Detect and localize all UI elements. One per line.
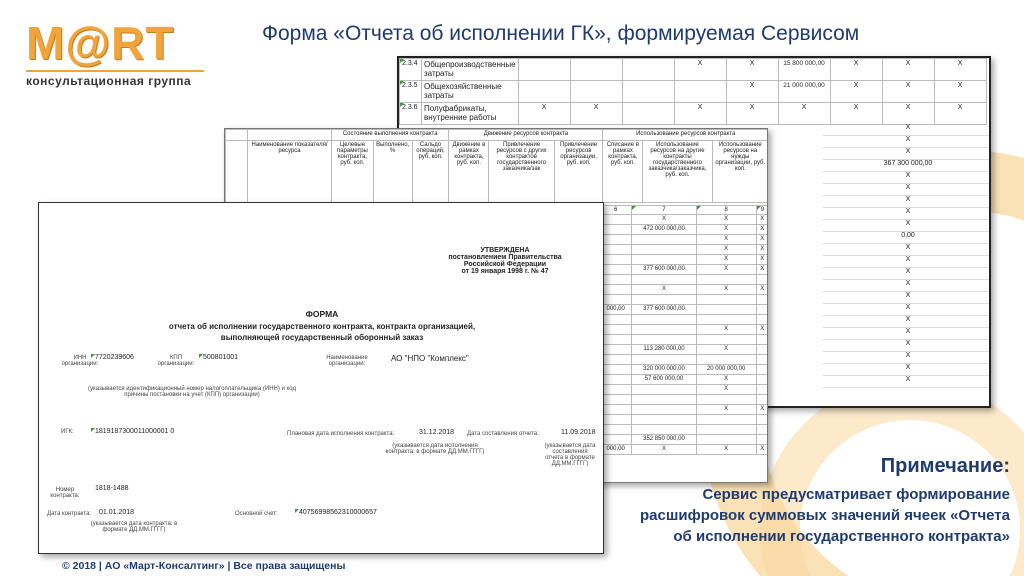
kpp-label — [153, 355, 199, 367]
table-cell: X — [632, 445, 696, 455]
table-cell — [600, 415, 632, 425]
contract-date-hint-line: (указывается дата контракта: в — [90, 521, 178, 527]
table-cell — [696, 305, 756, 315]
column-header: Привлечение ресурсов с других контрактов государственного заказчика/зак — [489, 141, 554, 203]
table-row — [600, 375, 769, 385]
table-cell: 113 280 000,00 — [632, 345, 696, 355]
table-cell: X — [696, 385, 756, 395]
back-right-value: X — [823, 124, 991, 136]
table-cell: 20 000 000,00 — [696, 365, 756, 375]
table-row — [600, 215, 769, 225]
table-cell — [696, 425, 756, 435]
org-label — [317, 355, 377, 367]
account-label: Основной счет: — [235, 511, 278, 517]
table-row — [600, 365, 769, 375]
slide-title: Форма «Отчета об исполнении ГК», формируемая Сервисом — [262, 22, 860, 45]
back-right-value: X — [823, 220, 991, 232]
back-right-value: X — [823, 136, 991, 148]
logo-subtitle: консультационная группа — [26, 70, 204, 88]
report-hint-line: отчета в формате — [545, 455, 595, 461]
plan-hint-line: контракта: в формате ДД.ММ.ГГГГ) — [385, 449, 485, 455]
table-row — [600, 425, 769, 435]
table-cell: X — [696, 215, 756, 225]
column-number: 6 — [600, 206, 632, 215]
table-cell — [756, 275, 768, 285]
table-cell: X — [696, 445, 756, 455]
company-logo — [26, 17, 226, 88]
contract-num-label — [43, 487, 87, 499]
account-value: 40756998562310000657 — [295, 509, 377, 516]
table-cell — [696, 395, 756, 405]
table-cell: X — [778, 103, 830, 125]
form-heading: ФОРМА — [305, 309, 339, 319]
table-cell — [756, 355, 768, 365]
table-row — [600, 355, 769, 365]
table-row — [600, 265, 769, 275]
table-cell: X — [726, 81, 778, 103]
table-cell — [632, 295, 696, 305]
contract-date-hint — [79, 521, 189, 533]
table-cell — [696, 335, 756, 345]
table-cell — [622, 103, 674, 125]
table-cell: X — [882, 81, 934, 103]
group-header-status: Состояние выполнения контракта — [332, 130, 449, 141]
table-cell: 377 600 000,00 — [632, 265, 696, 275]
table-cell: X — [632, 285, 696, 295]
back-right-value: 367 300 000,00 — [823, 160, 991, 172]
row-name: Полуфабрикаты, внутренние работы — [422, 103, 519, 125]
table-cell — [756, 425, 768, 435]
table-cell — [622, 81, 674, 103]
column-header: Движение в рамках контракта, руб. коп. — [449, 141, 489, 203]
back-right-value: X — [823, 268, 991, 280]
table-row — [600, 235, 769, 245]
report-date-label: Дата составления отчета: — [467, 431, 539, 437]
table-cell — [570, 81, 622, 103]
form-subheading — [39, 321, 604, 343]
table-cell — [632, 385, 696, 395]
report-hint-line: ДД.ММ.ГГГГ) — [551, 461, 589, 467]
table-cell — [696, 295, 756, 305]
table-cell — [696, 275, 756, 285]
table-row — [600, 305, 769, 315]
column-header: Выполнено, % — [373, 141, 412, 203]
table-cell: X — [726, 59, 778, 81]
table-cell: X — [674, 103, 726, 125]
table-cell: 21 000 000,00 — [778, 81, 830, 103]
table-cell — [756, 395, 768, 405]
back-right-value: X — [823, 376, 991, 388]
table-row — [600, 225, 769, 235]
note-line: расшифровок суммовых значений ячеек «Отчета — [640, 507, 1010, 524]
table-cell — [756, 375, 768, 385]
table-cell — [600, 385, 632, 395]
column-number: 7 — [632, 206, 696, 215]
table-cell: 320 000 000,00 — [632, 365, 696, 375]
column-header: Использование ресурсов на другие контракты государственного заказчика/заказчика, руб. коп. — [643, 141, 712, 203]
table-cell — [756, 335, 768, 345]
note-line: Сервис предусматривает формирование — [702, 486, 1010, 503]
table-cell — [632, 255, 696, 265]
middle-data-table — [599, 205, 768, 455]
table-cell — [756, 315, 768, 325]
plan-date-hint — [375, 443, 495, 455]
group-header-usage: Использование ресурсов контракта — [603, 130, 768, 141]
table-row — [600, 405, 769, 415]
table-cell: X — [756, 245, 768, 255]
kpp-value: 500801001 — [199, 354, 238, 361]
note-line: об исполнении государственного контракта» — [673, 528, 1010, 545]
table-cell — [600, 365, 632, 375]
plan-date-label: Плановая дата исполнения контракта: — [287, 431, 395, 437]
table-cell: X — [830, 103, 882, 125]
back-right-value: X — [823, 328, 991, 340]
table-row — [600, 415, 769, 425]
table-row — [600, 335, 769, 345]
form-subheading-line: отчета об исполнении государственного контракта, контракта организацией, — [168, 322, 476, 331]
table-cell: X — [696, 375, 756, 385]
column-number: 9 — [756, 206, 768, 215]
table-cell: X — [756, 235, 768, 245]
note-block — [640, 455, 1010, 547]
table-cell: X — [696, 255, 756, 265]
table-cell — [600, 315, 632, 325]
back-right-value: X — [823, 340, 991, 352]
contract-date-hint-line: формате ДД.ММ.ГГГГ) — [102, 527, 166, 533]
table-cell — [696, 355, 756, 365]
contract-num-label-line: Номер — [55, 487, 75, 493]
table-cell — [756, 305, 768, 315]
column-header: Использование ресурсов на нужды организации, руб. коп. — [712, 141, 768, 203]
note-title: Примечание: — [880, 455, 1010, 477]
table-cell: X — [696, 405, 756, 415]
table-row — [600, 395, 769, 405]
table-cell: X — [934, 81, 986, 103]
table-cell: 472 000 000,00 — [632, 225, 696, 235]
table-cell: X — [570, 103, 622, 125]
table-cell — [756, 415, 768, 425]
table-cell — [632, 425, 696, 435]
column-header: Сальдо операций, руб. коп. — [412, 141, 449, 203]
table-cell — [600, 395, 632, 405]
approved-line: УТВЕРЖДЕНА — [480, 247, 530, 254]
table-cell: X — [518, 103, 570, 125]
report-date-hint — [535, 443, 604, 467]
back-right-values — [823, 124, 991, 388]
table-cell — [600, 405, 632, 415]
inn-label-line: организации: — [61, 361, 99, 367]
table-cell: X — [830, 81, 882, 103]
table-cell: X — [756, 285, 768, 295]
table-cell: X — [674, 59, 726, 81]
org-label-line: Наименование — [326, 355, 368, 361]
table-cell — [600, 355, 632, 365]
table-cell: X — [696, 285, 756, 295]
table-row — [600, 285, 769, 295]
table-cell — [632, 275, 696, 285]
contract-date-value: 01.01.2018 — [99, 509, 135, 516]
table-cell: X — [882, 59, 934, 81]
table-cell — [600, 235, 632, 245]
row-number: 2.3.5 — [400, 81, 422, 103]
inn-value: 7720239606 — [91, 354, 134, 361]
table-cell — [518, 81, 570, 103]
table-cell: X — [756, 225, 768, 235]
back-right-value: X — [823, 280, 991, 292]
approved-line: Российской Федерации — [463, 261, 547, 268]
back-right-value: X — [823, 256, 991, 268]
table-cell — [674, 81, 726, 103]
table-cell: X — [756, 325, 768, 335]
table-cell: X — [934, 103, 986, 125]
table-row — [600, 245, 769, 255]
row-number: 2.3.4 — [400, 59, 422, 81]
table-cell: X — [696, 225, 756, 235]
table-cell — [696, 435, 756, 445]
table-row — [600, 445, 769, 455]
back-table-row — [400, 103, 987, 125]
table-cell — [600, 225, 632, 235]
group-header-movement: Движение ресурсов контракта — [449, 130, 603, 141]
plan-date-value: 31.12.2018 — [419, 429, 455, 436]
table-row — [600, 275, 769, 285]
table-row — [600, 435, 769, 445]
report-form-front — [38, 202, 604, 554]
table-cell — [696, 415, 756, 425]
kpp-label-line: КПП — [169, 355, 183, 361]
table-cell: X — [632, 215, 696, 225]
table-row — [600, 345, 769, 355]
back-table-row — [400, 59, 987, 81]
table-cell — [756, 385, 768, 395]
form-subheading-line: выполняющей государственный оборонный заказ — [220, 333, 424, 342]
table-cell — [756, 365, 768, 375]
table-row — [600, 325, 769, 335]
contract-num-label-line: контракта: — [50, 493, 80, 499]
report-hint-line: составления — [552, 449, 588, 455]
table-cell: 000,00 — [600, 305, 632, 315]
table-cell — [632, 355, 696, 365]
back-right-value: X — [823, 292, 991, 304]
table-cell — [600, 275, 632, 285]
table-cell: X — [696, 245, 756, 255]
approved-line: от 19 января 1998 г. № 47 — [461, 268, 549, 275]
igk-value: 1819187300011000001 0 — [91, 428, 174, 435]
middle-table — [225, 129, 768, 203]
table-cell: X — [696, 325, 756, 335]
table-cell — [696, 315, 756, 325]
table-cell: X — [756, 445, 768, 455]
back-right-value: X — [823, 148, 991, 160]
note-text — [640, 484, 1010, 547]
table-cell: X — [830, 59, 882, 81]
org-value: АО "НПО "Комплекс" — [391, 354, 469, 363]
table-cell — [600, 325, 632, 335]
kpp-label-line: организации: — [157, 361, 195, 367]
back-right-value: X — [823, 304, 991, 316]
org-label-line: организации: — [328, 361, 366, 367]
table-cell: X — [756, 265, 768, 275]
back-right-value: X — [823, 244, 991, 256]
plan-hint-line: (указывается дата исполнения — [392, 443, 478, 449]
table-cell — [600, 245, 632, 255]
table-cell: 000,00 — [600, 445, 632, 455]
approved-line: постановлением Правительства — [448, 254, 562, 261]
inn-hint — [87, 386, 297, 398]
table-cell — [632, 315, 696, 325]
column-header: Привлечение ресурсов организации, руб. коп. — [554, 141, 603, 203]
back-right-value: X — [823, 352, 991, 364]
table-cell — [632, 245, 696, 255]
table-cell — [622, 59, 674, 81]
back-right-value: X — [823, 184, 991, 196]
table-row — [600, 315, 769, 325]
table-cell — [600, 285, 632, 295]
table-cell — [600, 425, 632, 435]
table-cell: X — [934, 59, 986, 81]
contract-num-value: 1818-1488 — [95, 485, 129, 492]
back-table — [399, 58, 987, 125]
table-cell — [632, 335, 696, 345]
table-cell — [600, 435, 632, 445]
column-header: Списание в рамках контракта, руб. коп. — [603, 141, 643, 203]
logo-wordmark: M@RT — [26, 17, 175, 69]
table-cell — [600, 215, 632, 225]
table-cell — [570, 59, 622, 81]
column-number-row — [600, 206, 769, 215]
table-cell — [632, 395, 696, 405]
igk-label: ИГК: — [61, 429, 74, 435]
table-cell: X — [696, 265, 756, 275]
approved-block — [435, 247, 575, 275]
table-cell — [600, 375, 632, 385]
table-cell — [600, 345, 632, 355]
report-date-value: 11.09.2018 — [561, 429, 596, 436]
table-cell: X — [696, 345, 756, 355]
contract-date-label: Дата контракта: — [47, 511, 92, 517]
table-cell — [756, 435, 768, 445]
table-cell: X — [696, 235, 756, 245]
back-right-value: X — [823, 364, 991, 376]
column-header: Наименование показателя/ресурса — [248, 141, 332, 203]
row-name: Общехозяйственные затраты — [422, 81, 519, 103]
back-right-value: X — [823, 172, 991, 184]
column-header: Целевые параметры контракта, руб. коп. — [332, 141, 374, 203]
back-right-value: 0,00 — [823, 232, 991, 244]
back-right-value: X — [823, 196, 991, 208]
table-cell: 377 600 000,00 — [632, 305, 696, 315]
table-cell: X — [756, 405, 768, 415]
table-row — [600, 385, 769, 395]
table-cell — [632, 415, 696, 425]
row-number: 2.3.6 — [400, 103, 422, 125]
table-cell — [600, 295, 632, 305]
table-cell — [756, 295, 768, 305]
table-cell: X — [756, 255, 768, 265]
report-hint-line: (указывается дата — [544, 443, 596, 449]
footer-copyright: © 2018 | АО «Март-Консалтинг» | Все права защищены — [62, 560, 346, 572]
table-cell: 57 600 000,00 — [632, 375, 696, 385]
inn-hint-line: (указывается идентификационный номер налогоплательщика (ИНН) и код — [88, 386, 296, 392]
inn-hint-line: причины постановки на учет (КПП) организации) — [124, 392, 260, 398]
table-cell — [632, 405, 696, 415]
table-cell: X — [726, 103, 778, 125]
table-row — [600, 295, 769, 305]
table-cell — [600, 335, 632, 345]
table-row — [600, 255, 769, 265]
table-cell — [632, 325, 696, 335]
table-cell — [756, 345, 768, 355]
row-name: Общепроизводственные затраты — [422, 59, 519, 81]
table-cell — [518, 59, 570, 81]
column-number: 8 — [696, 206, 756, 215]
table-cell: X — [882, 103, 934, 125]
table-cell — [600, 265, 632, 275]
back-right-value: X — [823, 316, 991, 328]
table-cell: 15 800 000,00 — [778, 59, 830, 81]
table-cell: 352 850 000,00 — [632, 435, 696, 445]
table-cell — [600, 255, 632, 265]
back-table-row — [400, 81, 987, 103]
back-right-value: X — [823, 208, 991, 220]
table-cell — [632, 235, 696, 245]
inn-label-line: ИНН — [73, 355, 87, 361]
table-cell: X — [756, 215, 768, 225]
